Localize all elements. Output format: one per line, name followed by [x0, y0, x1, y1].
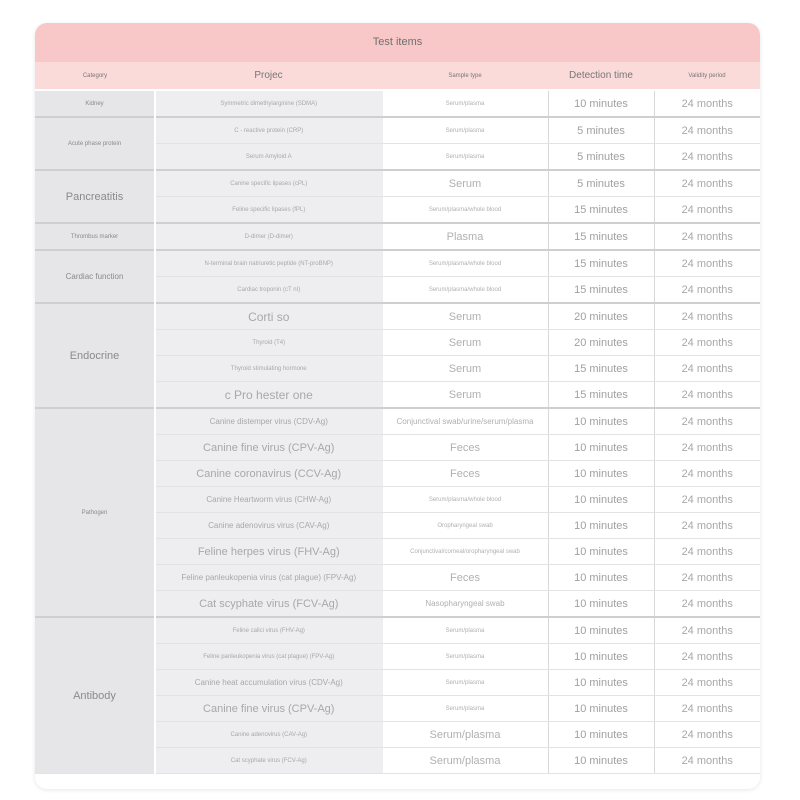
sample-type-cell: Serum/plasma	[382, 722, 548, 748]
validity-period-cell: 24 months	[654, 591, 760, 618]
project-cell: Canine coronavirus (CCV-Ag)	[155, 461, 382, 487]
sample-type-cell: Serum	[382, 303, 548, 330]
test-items-card	[35, 23, 760, 789]
category-cell: Endocrine	[35, 303, 155, 408]
project-cell: Canine heat accumulation virus (CDV-Ag)	[155, 670, 382, 696]
validity-period-cell: 24 months	[654, 277, 760, 304]
detection-time-cell: 5 minutes	[548, 170, 654, 197]
sample-type-cell: Serum	[382, 356, 548, 382]
validity-period-cell: 24 months	[654, 644, 760, 670]
sample-type-cell: Oropharyngeal swab	[382, 513, 548, 539]
detection-time-cell: 10 minutes	[548, 722, 654, 748]
category-cell: Kidney	[35, 90, 155, 117]
validity-period-cell: 24 months	[654, 197, 760, 224]
validity-period-cell: 24 months	[654, 408, 760, 435]
table-row	[35, 223, 760, 250]
project-cell: Feline specific lipases (fPL)	[155, 197, 382, 224]
detection-time-cell: 5 minutes	[548, 117, 654, 144]
detection-time-cell: 10 minutes	[548, 539, 654, 565]
project-cell: Feline herpes virus (FHV-Ag)	[155, 539, 382, 565]
table-row	[35, 250, 760, 277]
validity-period-cell: 24 months	[654, 223, 760, 250]
detection-time-cell: 5 minutes	[548, 144, 654, 171]
sample-type-cell: Nasopharyngeal swab	[382, 591, 548, 618]
sample-type-cell: Serum/plasma	[382, 748, 548, 774]
validity-period-cell: 24 months	[654, 670, 760, 696]
sample-type-cell: Serum/plasma	[382, 696, 548, 722]
project-cell: Feline calici virus (FHV-Ag)	[155, 617, 382, 644]
category-cell: Acute phase protein	[35, 117, 155, 170]
project-cell: Serum Amyloid A	[155, 144, 382, 171]
sample-type-cell: Serum/plasma	[382, 90, 548, 117]
detection-time-cell: 15 minutes	[548, 250, 654, 277]
category-cell: Pathogen	[35, 408, 155, 617]
sample-type-cell: Feces	[382, 435, 548, 461]
detection-time-cell: 15 minutes	[548, 197, 654, 224]
validity-period-cell: 24 months	[654, 565, 760, 591]
sample-type-cell: Serum/plasma/whole blood	[382, 197, 548, 224]
sample-type-cell: Serum	[382, 330, 548, 356]
validity-period-cell: 24 months	[654, 487, 760, 513]
detection-time-cell: 10 minutes	[548, 90, 654, 117]
detection-time-cell: 15 minutes	[548, 382, 654, 409]
validity-period-cell: 24 months	[654, 250, 760, 277]
project-cell: Symmetric dimethylarginine (SDMA)	[155, 90, 382, 117]
sample-type-cell: Plasma	[382, 223, 548, 250]
project-cell: Cat scyphate virus (FCV-Ag)	[155, 748, 382, 774]
sample-type-cell: Serum	[382, 382, 548, 409]
detection-time-cell: 20 minutes	[548, 303, 654, 330]
header-category: Category	[35, 62, 155, 90]
project-cell: Feline panleukopenia virus (cat plague) (FPV-Ag)	[155, 565, 382, 591]
header-detection-time: Detection time	[548, 62, 654, 90]
sample-type-cell: Conjunctival/corneal/oropharyngeal swab	[382, 539, 548, 565]
table-title: Test items	[35, 23, 760, 62]
detection-time-cell: 10 minutes	[548, 617, 654, 644]
test-items-table	[35, 62, 760, 774]
validity-period-cell: 24 months	[654, 722, 760, 748]
sample-type-cell: Serum/plasma	[382, 670, 548, 696]
detection-time-cell: 15 minutes	[548, 356, 654, 382]
project-cell: D-dimer (D-dimer)	[155, 223, 382, 250]
table-body	[35, 90, 760, 774]
detection-time-cell: 15 minutes	[548, 223, 654, 250]
validity-period-cell: 24 months	[654, 330, 760, 356]
validity-period-cell: 24 months	[654, 435, 760, 461]
detection-time-cell: 10 minutes	[548, 461, 654, 487]
project-cell: Canine fine virus (CPV-Ag)	[155, 696, 382, 722]
validity-period-cell: 24 months	[654, 748, 760, 774]
sample-type-cell: Serum	[382, 170, 548, 197]
project-cell: C - reactive protein (CRP)	[155, 117, 382, 144]
sample-type-cell: Serum/plasma	[382, 644, 548, 670]
validity-period-cell: 24 months	[654, 617, 760, 644]
validity-period-cell: 24 months	[654, 144, 760, 171]
project-cell: Feline panleukopenia virus (cat plague) (FPV-Ag)	[155, 644, 382, 670]
sample-type-cell: Serum/plasma/whole blood	[382, 277, 548, 304]
category-cell: Thrombus marker	[35, 223, 155, 250]
project-cell: Canine specific lipases (cPL)	[155, 170, 382, 197]
category-cell: Antibody	[35, 617, 155, 774]
header-sample-type: Sample type	[382, 62, 548, 90]
validity-period-cell: 24 months	[654, 461, 760, 487]
sample-type-cell: Serum/plasma	[382, 617, 548, 644]
validity-period-cell: 24 months	[654, 513, 760, 539]
sample-type-cell: Conjunctival swab/urine/serum/plasma	[382, 408, 548, 435]
project-cell: Canine distemper virus (CDV-Ag)	[155, 408, 382, 435]
validity-period-cell: 24 months	[654, 356, 760, 382]
validity-period-cell: 24 months	[654, 170, 760, 197]
project-cell: Canine adenovirus virus (CAV-Ag)	[155, 513, 382, 539]
table-row	[35, 117, 760, 144]
sample-type-cell: Serum/plasma/whole blood	[382, 487, 548, 513]
category-cell: Cardiac function	[35, 250, 155, 303]
validity-period-cell: 24 months	[654, 539, 760, 565]
header-row	[35, 62, 760, 90]
sample-type-cell: Serum/plasma	[382, 144, 548, 171]
validity-period-cell: 24 months	[654, 117, 760, 144]
project-cell: Thyroid stimulating hormone	[155, 356, 382, 382]
detection-time-cell: 10 minutes	[548, 408, 654, 435]
validity-period-cell: 24 months	[654, 90, 760, 117]
detection-time-cell: 10 minutes	[548, 644, 654, 670]
validity-period-cell: 24 months	[654, 696, 760, 722]
project-cell: Thyroid (T4)	[155, 330, 382, 356]
project-cell: Canine fine virus (CPV-Ag)	[155, 435, 382, 461]
detection-time-cell: 10 minutes	[548, 696, 654, 722]
detection-time-cell: 15 minutes	[548, 277, 654, 304]
sample-type-cell: Feces	[382, 565, 548, 591]
project-cell: Cat scyphate virus (FCV-Ag)	[155, 591, 382, 618]
validity-period-cell: 24 months	[654, 303, 760, 330]
project-cell: Canine Heartworm virus (CHW-Ag)	[155, 487, 382, 513]
project-cell: Corti so	[155, 303, 382, 330]
table-row	[35, 90, 760, 117]
table-row	[35, 303, 760, 330]
sample-type-cell: Feces	[382, 461, 548, 487]
sample-type-cell: Serum/plasma/whole blood	[382, 250, 548, 277]
detection-time-cell: 10 minutes	[548, 513, 654, 539]
detection-time-cell: 10 minutes	[548, 670, 654, 696]
sample-type-cell: Serum/plasma	[382, 117, 548, 144]
detection-time-cell: 10 minutes	[548, 487, 654, 513]
detection-time-cell: 10 minutes	[548, 748, 654, 774]
table-row	[35, 617, 760, 644]
detection-time-cell: 10 minutes	[548, 591, 654, 618]
category-cell: Pancreatitis	[35, 170, 155, 223]
detection-time-cell: 10 minutes	[548, 435, 654, 461]
validity-period-cell: 24 months	[654, 382, 760, 409]
header-validity-period: Validity period	[654, 62, 760, 90]
table-row	[35, 170, 760, 197]
project-cell: Canine adenovirus (CAV-Ag)	[155, 722, 382, 748]
project-cell: Cardiac troponin (cT nI)	[155, 277, 382, 304]
project-cell: N-terminal brain natriuretic peptide (NT-proBNP)	[155, 250, 382, 277]
header-project: Projec	[155, 62, 382, 90]
detection-time-cell: 20 minutes	[548, 330, 654, 356]
table-row	[35, 408, 760, 435]
detection-time-cell: 10 minutes	[548, 565, 654, 591]
project-cell: c Pro hester one	[155, 382, 382, 409]
